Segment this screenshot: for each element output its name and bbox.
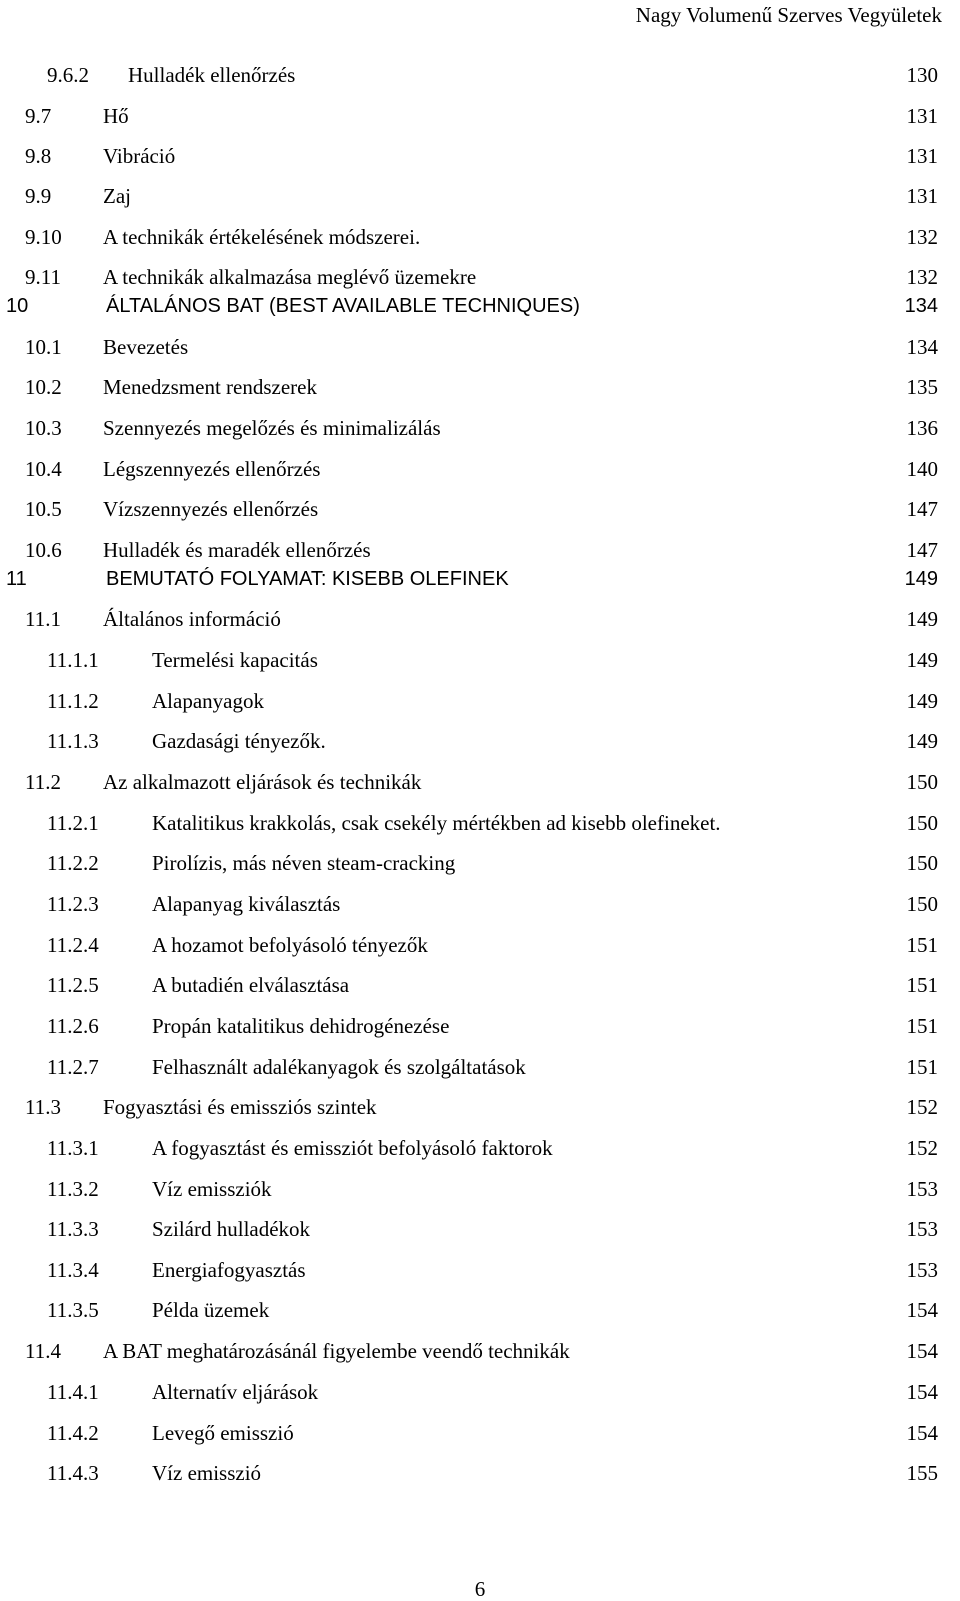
- toc-entry-page: 154: [906, 1421, 938, 1445]
- toc-entry[interactable]: [0, 223, 960, 251]
- toc-entry-number: 11.4.1: [47, 1380, 99, 1404]
- toc-entry-number: 11.2.7: [47, 1055, 99, 1079]
- toc-entry-chapter[interactable]: [0, 292, 960, 320]
- toc-entry-number: 11.2.4: [47, 933, 99, 957]
- toc-entry-number: 11.3.3: [47, 1217, 99, 1241]
- toc-entry-page: 152: [906, 1136, 938, 1160]
- toc-entry[interactable]: [0, 414, 960, 442]
- toc-entry-page: 153: [906, 1177, 938, 1201]
- toc-entry-title: Pirolízis, más néven steam-cracking: [152, 851, 456, 875]
- toc-entry-page: 151: [906, 973, 938, 997]
- toc-entry[interactable]: [0, 890, 960, 918]
- toc-entry-title: Vibráció: [103, 144, 176, 168]
- toc-entry-page: 140: [906, 457, 938, 481]
- toc-entry-page: 155: [906, 1461, 938, 1485]
- toc-entry-page: 131: [906, 144, 938, 168]
- toc-entry-page: 131: [906, 184, 938, 208]
- toc-entry[interactable]: [0, 687, 960, 715]
- toc-entry-number: 9.9: [25, 184, 52, 208]
- toc-entry[interactable]: [0, 61, 960, 89]
- toc-entry[interactable]: [0, 333, 960, 361]
- toc-entry-number: 10: [6, 295, 29, 317]
- toc-entry-number: 11.3: [25, 1095, 61, 1119]
- toc-entry[interactable]: [0, 1296, 960, 1324]
- toc-entry-title: A butadién elválasztása: [152, 973, 350, 997]
- toc-entry-title: Felhasznált adalékanyagok és szolgáltatások: [152, 1055, 526, 1079]
- toc-entry[interactable]: [0, 931, 960, 959]
- toc-entry-title: Zaj: [103, 184, 131, 208]
- toc-entry-page: 147: [906, 497, 938, 521]
- toc-entry[interactable]: [0, 182, 960, 210]
- toc-entry-page: 154: [906, 1298, 938, 1322]
- toc-entry-number: 11.2.1: [47, 811, 99, 835]
- toc-entry-number: 11.2: [25, 770, 61, 794]
- toc-entry-page: 150: [906, 892, 938, 916]
- toc-entry-number: 9.8: [25, 144, 52, 168]
- toc-entry-number: 11.4.3: [47, 1461, 99, 1485]
- toc-entry-title: Levegő emisszió: [152, 1421, 294, 1445]
- toc-entry-page: 134: [904, 295, 938, 317]
- toc-entry[interactable]: [0, 495, 960, 523]
- toc-entry-number: 11.3.2: [47, 1177, 99, 1201]
- toc-entry[interactable]: [0, 1093, 960, 1121]
- toc-entry-page: 153: [906, 1217, 938, 1241]
- toc-entry[interactable]: [0, 646, 960, 674]
- toc-entry[interactable]: [0, 605, 960, 633]
- toc-entry-number: 11.2.3: [47, 892, 99, 916]
- toc-entry-title: Hulladék ellenőrzés: [128, 63, 296, 87]
- toc-entry-title: A fogyasztást és emissziót befolyásoló faktorok: [152, 1136, 553, 1160]
- toc-entry[interactable]: [0, 1459, 960, 1487]
- toc-entry-page: 147: [906, 538, 938, 562]
- toc-entry-page: 150: [906, 851, 938, 875]
- toc-entry-title: Víz emisszió: [152, 1461, 262, 1485]
- toc-entry-number: 11.2.5: [47, 973, 99, 997]
- toc-entry-number: 9.10: [25, 225, 62, 249]
- toc-entry-number: 11.3.4: [47, 1258, 99, 1282]
- toc-entry-page: 136: [906, 416, 938, 440]
- toc-entry-page: 150: [906, 811, 938, 835]
- toc-entry[interactable]: [0, 373, 960, 401]
- toc-entry-number: 10.5: [25, 497, 62, 521]
- toc-entry[interactable]: [0, 1215, 960, 1243]
- toc-entry-title: Energiafogyasztás: [152, 1258, 306, 1282]
- toc-entry-number: 9.11: [25, 265, 61, 289]
- toc-entry[interactable]: [0, 1053, 960, 1081]
- toc-entry-title: Vízszennyezés ellenőrzés: [103, 497, 319, 521]
- toc-entry-page: 134: [906, 335, 938, 359]
- toc-entry-title: A BAT meghatározásánál figyelembe veendő technikák: [103, 1339, 570, 1363]
- toc-entry-page: 154: [906, 1380, 938, 1404]
- toc-entry-number: 9.7: [25, 104, 52, 128]
- toc-entry-page: 151: [906, 1014, 938, 1038]
- toc-entry-page: 132: [906, 225, 938, 249]
- toc-entry[interactable]: [0, 809, 960, 837]
- toc-entry[interactable]: [0, 849, 960, 877]
- toc-entry-number: 11.3.1: [47, 1136, 99, 1160]
- toc-entry-page: 149: [906, 729, 938, 753]
- toc-entry-title: Propán katalitikus dehidrogénezése: [152, 1014, 450, 1038]
- toc-entry-title: Hulladék és maradék ellenőrzés: [103, 538, 371, 562]
- toc-entry-title: Az alkalmazott eljárások és technikák: [103, 770, 422, 794]
- toc-entry-number: 10.4: [25, 457, 62, 481]
- toc-entry-page: 149: [906, 648, 938, 672]
- toc-entry-title: BEMUTATÓ FOLYAMAT: KISEBB OLEFINEK: [106, 568, 509, 590]
- toc-entry-page: 149: [904, 568, 938, 590]
- toc-entry-number: 10.1: [25, 335, 62, 359]
- toc-entry-page: 153: [906, 1258, 938, 1282]
- toc-entry-number: 11.3.5: [47, 1298, 99, 1322]
- toc-entry-title: Szilárd hulladékok: [152, 1217, 311, 1241]
- running-header: Nagy Volumenű Szerves Vegyületek: [635, 3, 942, 27]
- toc-entry-page: 149: [906, 607, 938, 631]
- toc-entry[interactable]: [0, 102, 960, 130]
- toc-entry-number: 11.1.3: [47, 729, 99, 753]
- toc-entry[interactable]: [0, 142, 960, 170]
- toc-entry[interactable]: [0, 1012, 960, 1040]
- toc-entry-chapter[interactable]: [0, 565, 960, 593]
- toc-entry-title: Alternatív eljárások: [152, 1380, 319, 1404]
- toc-entry-number: 10.3: [25, 416, 62, 440]
- toc-entry[interactable]: [0, 455, 960, 483]
- toc-entry-number: 11.2.2: [47, 851, 99, 875]
- toc-entry-title: Menedzsment rendszerek: [103, 375, 317, 399]
- toc-entry-title: Termelési kapacitás: [152, 648, 318, 672]
- toc-entry-number: 11.1.1: [47, 648, 99, 672]
- toc-entry-number: 11.2.6: [47, 1014, 99, 1038]
- toc-entry[interactable]: [0, 727, 960, 755]
- toc-entry[interactable]: [0, 1378, 960, 1406]
- toc-entry-title: Általános információ: [103, 607, 281, 631]
- toc-entry-number: 11.4.2: [47, 1421, 99, 1445]
- toc-entry[interactable]: [0, 263, 960, 291]
- toc-entry-page: 152: [906, 1095, 938, 1119]
- toc-entry[interactable]: [0, 1175, 960, 1203]
- toc-entry-number: 11.1: [25, 607, 61, 631]
- toc-entry-title: Szennyezés megelőzés és minimalizálás: [103, 416, 441, 440]
- toc-entry-title: Példa üzemek: [152, 1298, 270, 1322]
- toc-entry-page: 130: [906, 63, 938, 87]
- toc-entry-number: 11: [6, 568, 27, 590]
- toc-entry-page: 151: [906, 1055, 938, 1079]
- toc-entry-number: 11.4: [25, 1339, 61, 1363]
- toc-entry[interactable]: [0, 1134, 960, 1162]
- toc-entry-page: 132: [906, 265, 938, 289]
- toc-entry-title: Katalitikus krakkolás, csak csekély mértékben ad kisebb olefineket.: [152, 811, 721, 835]
- toc-entry-title: Hő: [103, 104, 129, 128]
- toc-entry-number: 10.6: [25, 538, 62, 562]
- toc-entry-title: A technikák értékelésének módszerei.: [103, 225, 421, 249]
- toc-entry-page: 131: [906, 104, 938, 128]
- toc-entry[interactable]: [0, 1337, 960, 1365]
- toc-entry-title: Alapanyagok: [152, 689, 264, 713]
- toc-entry-title: Légszennyezés ellenőrzés: [103, 457, 321, 481]
- toc-entry-number: 10.2: [25, 375, 62, 399]
- page-number: 6: [474, 1577, 486, 1601]
- toc-entry-page: 154: [906, 1339, 938, 1363]
- toc-entry-page: 151: [906, 933, 938, 957]
- toc-entry[interactable]: [0, 768, 960, 796]
- toc-entry[interactable]: [0, 1256, 960, 1284]
- toc-entry-title: Alapanyag kiválasztás: [152, 892, 341, 916]
- toc-entry-number: 9.6.2: [47, 63, 89, 87]
- toc-entry-page: 135: [906, 375, 938, 399]
- toc-entry-title: Gazdasági tényezők.: [152, 729, 326, 753]
- toc-entry[interactable]: [0, 536, 960, 564]
- toc-entry-page: 149: [906, 689, 938, 713]
- toc-entry-title: Bevezetés: [103, 335, 189, 359]
- toc-entry-title: ÁLTALÁNOS BAT (BEST AVAILABLE TECHNIQUES): [106, 295, 580, 317]
- toc-entry-title: Fogyasztási és emissziós szintek: [103, 1095, 377, 1119]
- toc-entry-title: A technikák alkalmazása meglévő üzemekre: [103, 265, 477, 289]
- toc-entry-page: 150: [906, 770, 938, 794]
- toc-entry[interactable]: [0, 1419, 960, 1447]
- toc-entry[interactable]: [0, 971, 960, 999]
- toc-entry-title: A hozamot befolyásoló tényezők: [152, 933, 428, 957]
- toc-entry-title: Víz emissziók: [152, 1177, 272, 1201]
- toc-entry-number: 11.1.2: [47, 689, 99, 713]
